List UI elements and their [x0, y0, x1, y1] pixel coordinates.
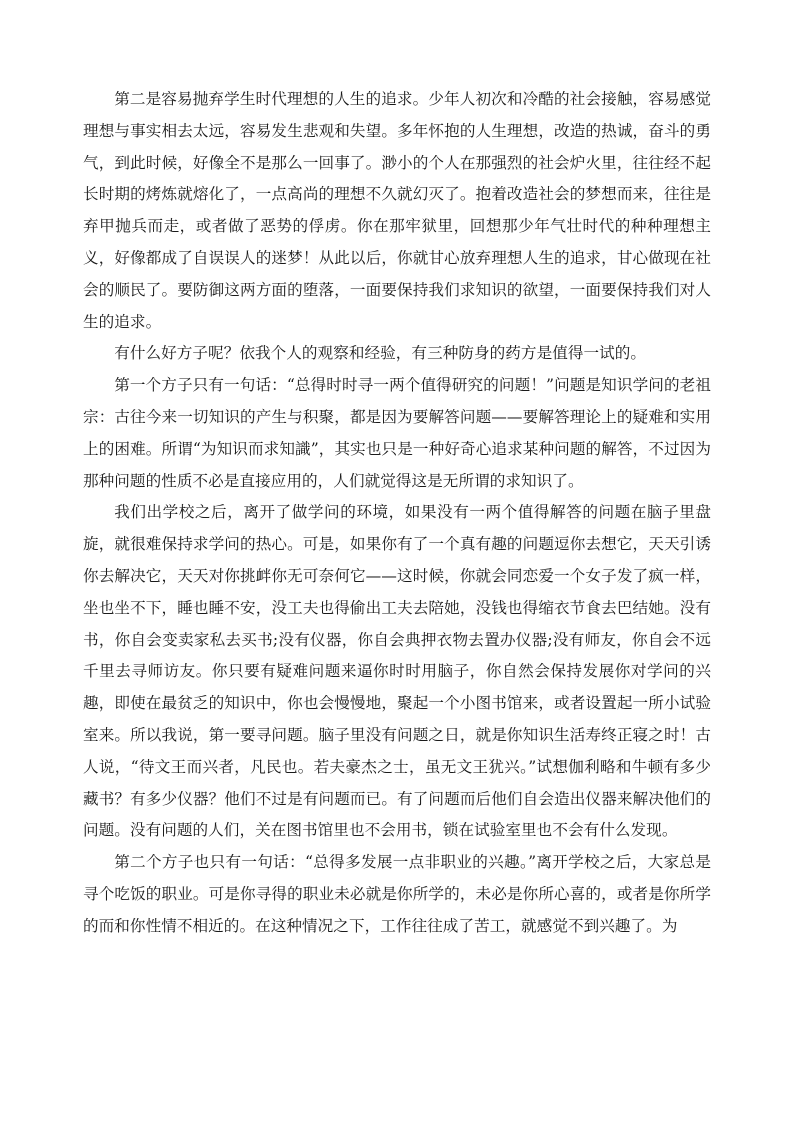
paragraph-3: 第一个方子只有一句话：“总得时时寻一两个值得研究的问题！”问题是知识学问的老祖宗：古往今来一切知识的产生与积聚，都是因为要解答问题——要解答理论上的疑难和实用上的困难。所谓“为知识而求知識”，其实也只是一种好奇心追求某种问题的解答，不过因为那种问题的性质不必是直接应用的，人们就觉得这是无所谓的求知识了。 [83, 376, 711, 490]
paragraph-5: 第二个方子也只有一句话：“总得多发展一点非职业的兴趣。”离开学校之后，大家总是寻个吃饭的职业。可是你寻得的职业未必就是你所学的，未必是你所心喜的，或者是你所学的而和你性情不相近的。在这种情况之下，工作往往成了苦工，就感觉不到兴趣了。为 [83, 853, 711, 935]
paragraph-2: 有什么好方子呢？依我个人的观察和经验，有三种防身的药方是值得一试的。 [114, 344, 647, 363]
document-body [83, 84, 711, 943]
paragraph-4: 我们出学校之后，离开了做学问的环境，如果没有一两个值得解答的问题在脑子里盘旋，就很难保持求学问的热心。可是，如果你有了一个真有趣的问题逗你去想它，天天引诱你去解决它，天天对你挑衅你无可奈何它——这时候，你就会同恋爱一个女子发了疯一样，坐也坐不下，睡也睡不安，没工夫也得偷出工夫去陪她，没钱也得缩衣节食去巴结她。没有书，你自会变卖家私去买书;没有仪器，你自会典押衣物去置办仪器;没有师友，你自会不远千里去寻师访友。你只要有疑难问题来逼你时时用脑子，你自然会保持发展你对学问的兴趣，即使在最贫乏的知识中，你也会慢慢地，聚起一个小图书馆来，或者设置起一所小试验室来。所以我说，第一要寻问题。脑子里没有问题之日，就是你知识生活寿终正寝之时！古人说，“待文王而兴者，凡民也。若夫豪杰之士，虽无文王犹兴。”试想伽利略和牛顿有多少藏书？有多少仪器？他们不过是有问题而已。有了问题而后他们自会造出仪器来解决他们的问题。没有问题的人们，关在图书馆里也不会用书，锁在试验室里也不会有什么发现。 [83, 503, 711, 840]
paragraph-1: 第二是容易抛弃学生时代理想的人生的追求。少年人初次和冷酷的社会接触，容易感觉理想与事实相去太远，容易发生悲观和失望。多年怀抱的人生理想，改造的热诚，奋斗的勇气，到此时候，好像全不是那么一回事了。渺小的个人在那强烈的社会炉火里，往往经不起长时期的烤炼就熔化了，一点高尚的理想不久就幻灭了。抱着改造社会的梦想而来，往往是弃甲抛兵而走，或者做了恶势的俘虏。你在那牢狱里，回想那少年气壮时代的种种理想主义，好像都成了自误误人的迷梦！从此以后，你就甘心放弃理想人生的追求，甘心做现在社会的顺民了。要防御这两方面的堕落，一面要保持我们求知识的欲望，一面要保持我们对人生的追求。 [83, 90, 711, 331]
